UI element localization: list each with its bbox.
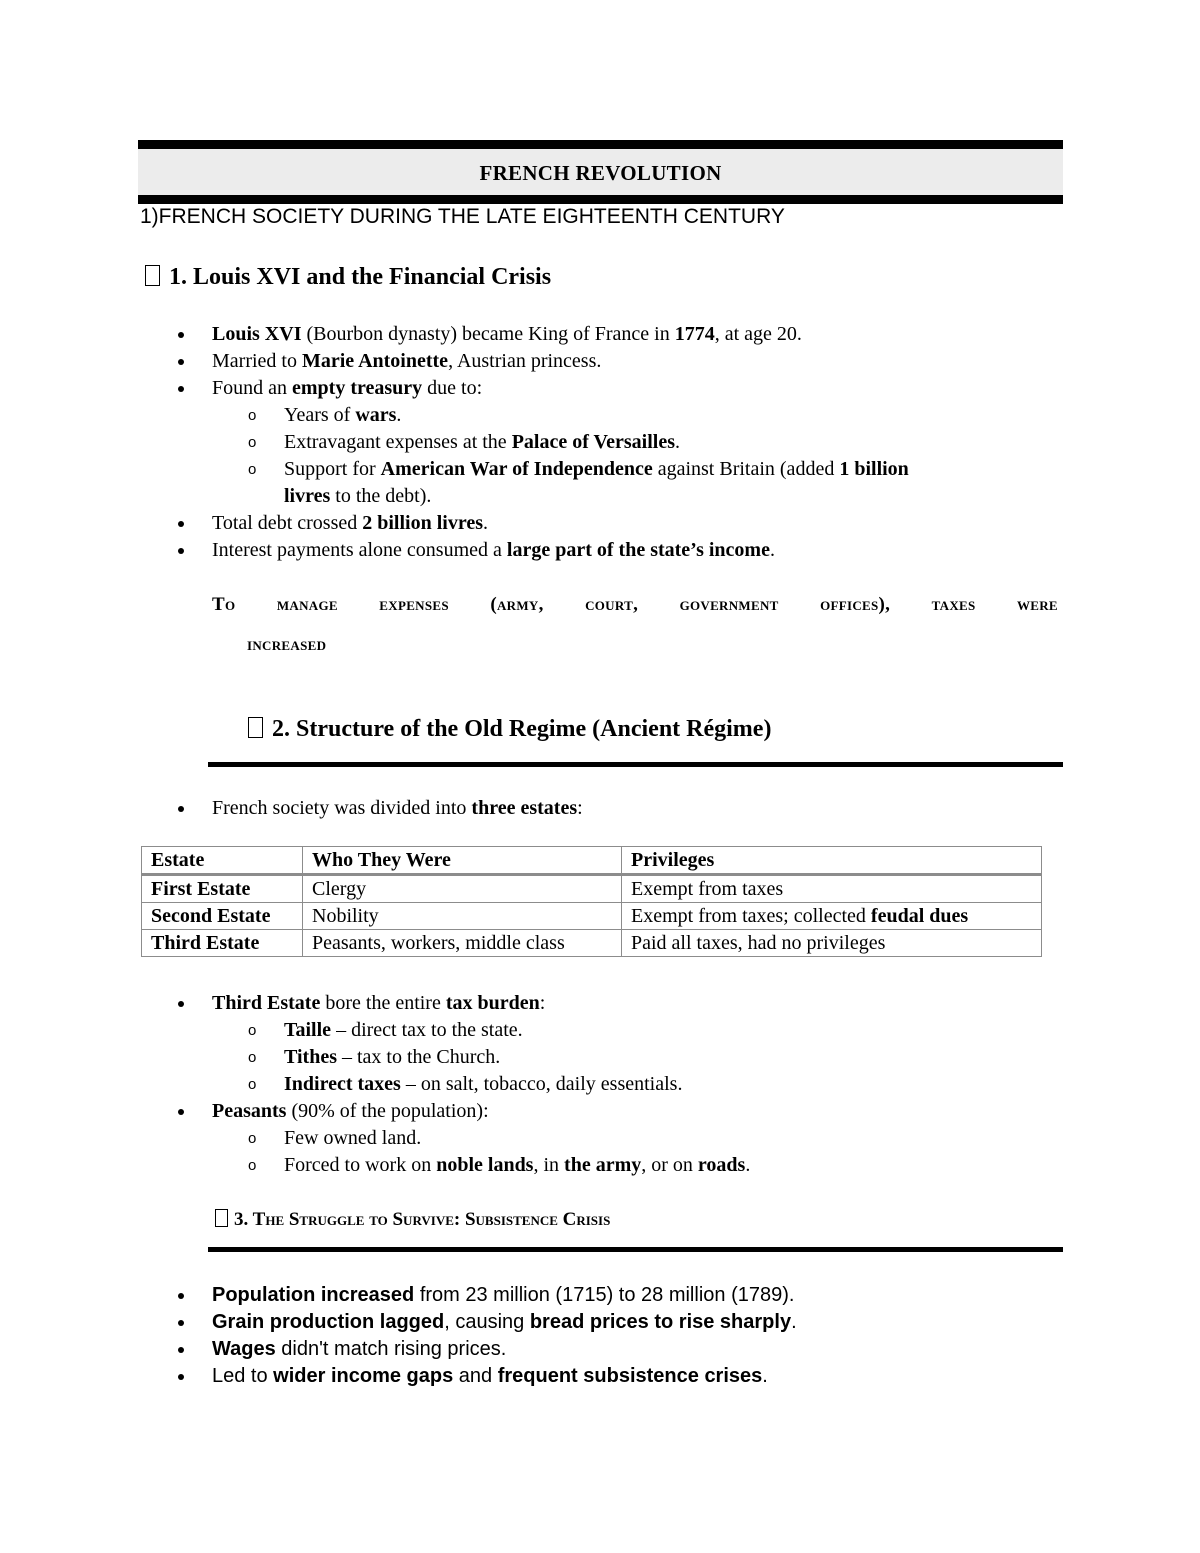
note-word: To [212,594,236,615]
section2-list [140,990,1060,1179]
table-header-cell: Who They Were [303,847,622,875]
table-cell: Paid all taxes, had no privileges [622,930,1042,957]
sub-list-item: o Tithes – tax to the Church. [140,1044,1060,1071]
taxes-note-line1 [212,594,1058,616]
list-item: Third Estate bore the entire tax burden: [140,990,1060,1017]
list-item: Population increased from 23 million (1715) to 28 million (1789). [140,1282,1060,1309]
section3-heading [215,1209,610,1231]
list-item: Led to wider income gaps and frequent subsistence crises. [140,1363,1060,1390]
table-row [142,930,1042,957]
sub-list-item: o Taille – direct tax to the state. [140,1017,1060,1044]
list-item: Interest payments alone consumed a large part of the state’s income. [140,537,1060,564]
section2-heading [248,716,771,743]
table-row [142,875,1042,903]
section2-heading-text: 2. Structure of the Old Regime (Ancient Régime) [272,716,772,742]
note-word: court, [585,594,639,615]
title-bar [138,140,1063,204]
taxes-note [212,594,1058,656]
note-word: expenses [379,594,449,615]
table-cell: Third Estate [142,930,303,957]
note-word: (army, [490,594,544,615]
taxes-note-line2: increased [247,634,327,655]
table-header-row [142,847,1042,875]
section2-rule [208,762,1063,767]
note-word: government [679,594,779,615]
list-item: Found an empty treasury due to: [140,375,1060,402]
table-cell: Exempt from taxes; collected feudal dues [622,903,1042,930]
estates-table [141,846,1042,957]
list-item: Married to Marie Antoinette, Austrian princess. [140,348,1060,375]
note-word: were [1016,594,1058,615]
sub-list-item: o Forced to work on noble lands, in the army, or on roads. [140,1152,1060,1179]
sub-list-item: o Indirect taxes – on salt, tobacco, daily essentials. [140,1071,1060,1098]
table-cell: Peasants, workers, middle class [303,930,622,957]
table-header-cell: Estate [142,847,303,875]
note-word: offices), [820,594,891,615]
section3-list [140,1282,1060,1390]
section1-heading [145,264,551,291]
list-item: Wages didn't match rising prices. [140,1336,1060,1363]
sub-list-item: o Extravagant expenses at the Palace of Versailles. [140,429,1060,456]
table-row [142,903,1042,930]
table-header-cell: Privileges [622,847,1042,875]
document-title: FRENCH REVOLUTION [479,161,722,185]
note-word: manage [276,594,338,615]
table-cell: Second Estate [142,903,303,930]
list-item: Peasants (90% of the population): [140,1098,1060,1125]
list-item: Louis XVI (Bourbon dynasty) became King of France in 1774, at age 20. [140,321,1060,348]
section-subtitle: 1)FRENCH SOCIETY DURING THE LATE EIGHTEENTH CENTURY [140,205,785,228]
section2-intro-list [140,795,1060,822]
section1-heading-text: 1. Louis XVI and the Financial Crisis [169,264,552,290]
sub-list-item: o Few owned land. [140,1125,1060,1152]
note-word: taxes [931,594,976,615]
box-glyph-icon [248,717,263,738]
list-item: French society was divided into three estates: [140,795,1060,822]
list-item: Total debt crossed 2 billion livres. [140,510,1060,537]
table-cell: Exempt from taxes [622,875,1042,903]
box-glyph-icon [145,265,160,286]
table-cell: First Estate [142,875,303,903]
section1-list [140,321,1060,564]
table-cell: Clergy [303,875,622,903]
list-item: Grain production lagged, causing bread prices to rise sharply. [140,1309,1060,1336]
sub-list-item: o Support for American War of Independence against Britain (added 1 billion livres to the debt). [140,456,1060,510]
section3-rule [208,1247,1063,1252]
box-glyph-icon [215,1209,228,1227]
table-cell: Nobility [303,903,622,930]
section3-heading-text: 3. The Struggle to Survive: Subsistence Crisis [234,1209,611,1230]
sub-list-item: o Years of wars. [140,402,1060,429]
